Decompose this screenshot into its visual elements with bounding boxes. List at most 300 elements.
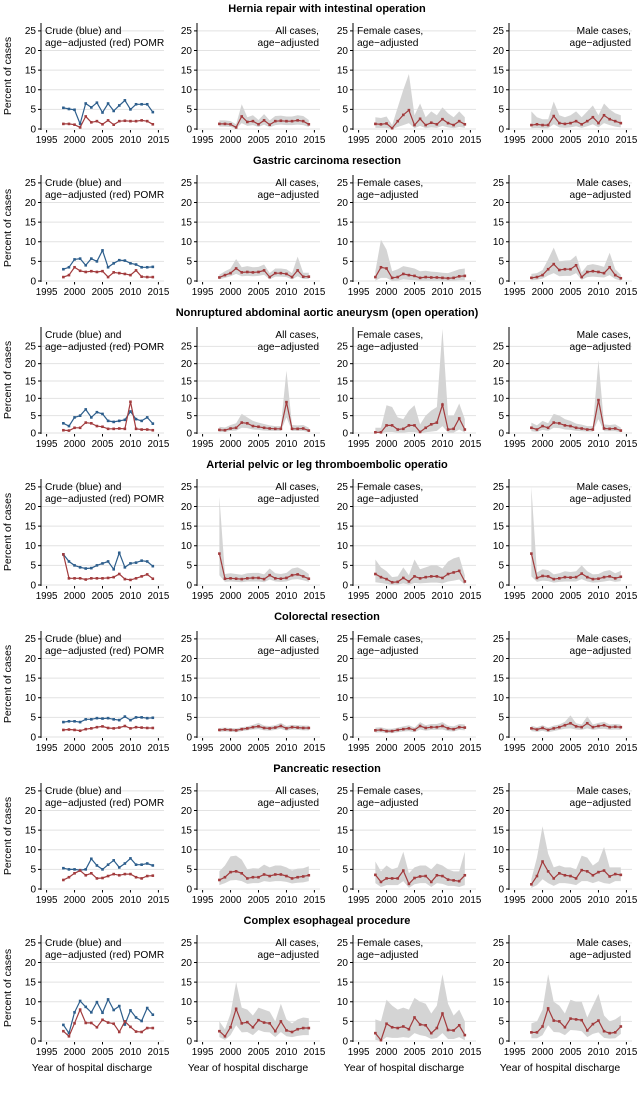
pomr-line-adjusted-marker xyxy=(68,876,71,879)
pomr-line-adjusted xyxy=(63,267,152,277)
pomr-line-adjusted-marker xyxy=(458,1024,461,1027)
pomr-line-adjusted-marker xyxy=(268,123,271,126)
pomr-line-adjusted-marker xyxy=(274,428,277,431)
pomr-line-adjusted-marker xyxy=(252,1026,255,1029)
pomr-line-crude-marker xyxy=(135,1016,138,1019)
y-tick-label: 20 xyxy=(336,358,348,370)
x-tick-label: 2000 xyxy=(375,591,398,602)
pomr-line-adjusted-marker xyxy=(252,120,255,123)
pomr-line-adjusted-marker xyxy=(308,123,311,126)
pomr-line-adjusted-marker xyxy=(257,577,260,580)
pomr-line-adjusted-marker xyxy=(257,725,260,728)
pomr-line-adjusted-marker xyxy=(620,277,623,280)
confidence-band xyxy=(375,240,464,281)
x-tick-label: 2005 xyxy=(247,135,270,146)
pomr-line-adjusted-marker xyxy=(396,276,399,279)
x-tick-label: 2005 xyxy=(403,743,426,754)
chart-row-6 xyxy=(0,762,640,914)
panel-label: Male cases, xyxy=(576,330,631,341)
pomr-line-adjusted-marker xyxy=(569,875,572,878)
pomr-line-adjusted-marker xyxy=(597,122,600,125)
y-tick-label: 25 xyxy=(180,786,192,798)
pomr-line-adjusted-marker xyxy=(592,578,595,581)
pomr-line-adjusted-marker xyxy=(90,270,93,273)
x-tick-label: 1995 xyxy=(347,591,370,602)
y-tick-label: 20 xyxy=(492,501,504,513)
y-tick-label: 0 xyxy=(186,884,192,896)
chart-panel-col3 xyxy=(326,627,482,757)
pomr-line-adjusted-marker xyxy=(140,119,143,122)
pomr-line-adjusted-marker xyxy=(68,1035,71,1038)
y-tick-label: 15 xyxy=(492,825,504,837)
pomr-line-adjusted-marker xyxy=(385,122,388,125)
y-tick-label: 15 xyxy=(492,376,504,388)
pomr-line-crude-marker xyxy=(62,268,65,271)
pomr-line-adjusted-marker xyxy=(285,273,288,276)
pomr-line-adjusted-marker xyxy=(608,726,611,729)
x-tick-label: 2000 xyxy=(375,135,398,146)
pomr-line-crude-marker xyxy=(152,422,155,425)
pomr-line-adjusted-marker xyxy=(391,581,394,584)
pomr-line-adjusted-marker xyxy=(603,576,606,579)
y-tick-label: 20 xyxy=(492,45,504,57)
pomr-line-adjusted-marker xyxy=(592,874,595,877)
pomr-line-adjusted-marker xyxy=(101,877,104,880)
pomr-line-adjusted-marker xyxy=(424,124,427,127)
panel-label: Female cases, xyxy=(357,330,424,341)
pomr-line-adjusted-marker xyxy=(436,874,439,877)
pomr-line-adjusted-marker xyxy=(263,873,266,876)
y-tick-label: 25 xyxy=(336,341,348,353)
pomr-line-adjusted-marker xyxy=(441,403,444,406)
x-tick-label: 2000 xyxy=(63,743,86,754)
pomr-line-adjusted-marker xyxy=(603,272,606,275)
pomr-line-crude-marker xyxy=(129,1009,132,1012)
pomr-line-adjusted-marker xyxy=(308,727,311,730)
pomr-line-adjusted-marker xyxy=(291,877,294,880)
panel-label: Male cases, xyxy=(576,482,631,493)
pomr-line-adjusted-marker xyxy=(96,1026,99,1029)
pomr-line-adjusted-marker xyxy=(152,727,155,730)
pomr-line-crude-marker xyxy=(101,868,104,871)
pomr-line-crude-marker xyxy=(140,420,143,423)
pomr-line-adjusted-marker xyxy=(396,120,399,123)
pomr-line-adjusted-marker xyxy=(79,126,82,129)
pomr-line-adjusted-marker xyxy=(101,123,104,126)
pomr-line-adjusted-marker xyxy=(564,268,567,271)
pomr-line-crude-marker xyxy=(84,1006,87,1009)
pomr-line-crude-marker xyxy=(112,718,115,721)
y-tick-label: 15 xyxy=(492,217,504,229)
pomr-line-adjusted-marker xyxy=(552,115,555,118)
pomr-line-adjusted-marker xyxy=(235,1008,238,1011)
y-tick-label: 0 xyxy=(186,580,192,592)
chart-panel-col4 xyxy=(482,627,638,757)
pomr-line-adjusted-marker xyxy=(302,727,305,730)
chart-row-3 xyxy=(0,306,640,458)
y-tick-label: 25 xyxy=(492,341,504,353)
pomr-line-adjusted-marker xyxy=(90,872,93,875)
pomr-line-adjusted-marker xyxy=(152,276,155,279)
pomr-line-crude-marker xyxy=(146,103,149,106)
pomr-line-crude-marker xyxy=(152,716,155,719)
pomr-line-adjusted-marker xyxy=(268,276,271,279)
y-tick-label: 25 xyxy=(180,482,192,494)
confidence-band xyxy=(219,982,308,1040)
panel-label: age−adjusted xyxy=(257,494,319,505)
chart-row-2 xyxy=(0,154,640,306)
pomr-line-adjusted-marker xyxy=(107,875,110,878)
panel-label: age−adjusted xyxy=(569,646,631,657)
pomr-line-adjusted-marker xyxy=(140,575,143,578)
y-tick-label: 5 xyxy=(186,104,192,116)
x-tick-label: 1995 xyxy=(347,135,370,146)
pomr-line-adjusted-marker xyxy=(530,883,533,886)
pomr-line-adjusted-marker xyxy=(135,120,138,123)
x-tick-label: 1995 xyxy=(191,743,214,754)
pomr-line-crude-marker xyxy=(152,565,155,568)
pomr-line-adjusted-marker xyxy=(274,272,277,275)
panel-label: age−adjusted (red) POMR xyxy=(45,190,165,201)
x-tick-label: 2015 xyxy=(147,895,170,906)
pomr-line-adjusted-marker xyxy=(391,877,394,880)
pomr-line-adjusted-marker xyxy=(146,120,149,123)
panel-label: All cases, xyxy=(275,178,319,189)
x-tick-label: 2000 xyxy=(219,287,242,298)
y-tick-label: 0 xyxy=(30,1036,36,1048)
x-tick-label: 2010 xyxy=(275,1047,298,1058)
row-title: Gastric carcinoma resection xyxy=(253,155,401,167)
pomr-line-adjusted-marker xyxy=(374,874,377,877)
pomr-line-adjusted-marker xyxy=(614,427,617,430)
pomr-line-adjusted-marker xyxy=(140,877,143,880)
y-tick-label: 5 xyxy=(30,864,36,876)
pomr-line-adjusted-marker xyxy=(302,575,305,578)
pomr-line-adjusted-marker xyxy=(73,1022,76,1025)
pomr-line-adjusted-marker xyxy=(441,277,444,280)
y-tick-label: 20 xyxy=(336,45,348,57)
pomr-line-adjusted-marker xyxy=(90,577,93,580)
pomr-line-adjusted-marker xyxy=(240,271,243,274)
panel-label: age−adjusted xyxy=(257,646,319,657)
pomr-line-adjusted-marker xyxy=(84,728,87,731)
pomr-line-crude-marker xyxy=(124,259,127,262)
pomr-line-adjusted-marker xyxy=(296,876,299,879)
x-tick-label: 1995 xyxy=(503,895,526,906)
panel-label: All cases, xyxy=(275,938,319,949)
panel-label: age−adjusted (red) POMR xyxy=(45,950,165,961)
pomr-line-adjusted-marker xyxy=(558,269,561,272)
pomr-line-adjusted-marker xyxy=(569,722,572,725)
pomr-line-adjusted-marker xyxy=(252,271,255,274)
y-tick-label: 0 xyxy=(498,1036,504,1048)
pomr-line-adjusted-marker xyxy=(302,275,305,278)
pomr-line-crude xyxy=(63,409,152,426)
x-tick-label: 2005 xyxy=(403,895,426,906)
pomr-line-adjusted-marker xyxy=(547,1007,550,1010)
pomr-line-adjusted-marker xyxy=(391,277,394,280)
pomr-line-crude-marker xyxy=(107,717,110,720)
pomr-line-adjusted-marker xyxy=(614,1031,617,1034)
pomr-line-adjusted-marker xyxy=(603,869,606,872)
x-tick-label: 2000 xyxy=(63,591,86,602)
pomr-line-adjusted-marker xyxy=(558,577,561,580)
pomr-line-adjusted-marker xyxy=(441,725,444,728)
pomr-line-crude-marker xyxy=(84,264,87,267)
x-tick-label: 2000 xyxy=(219,1047,242,1058)
pomr-line-adjusted-marker xyxy=(458,120,461,123)
pomr-line-crude-marker xyxy=(124,862,127,865)
y-tick-label: 5 xyxy=(342,410,348,422)
y-tick-label: 25 xyxy=(336,26,348,38)
chart-panel-col1 xyxy=(14,171,170,301)
pomr-line-adjusted-marker xyxy=(129,1026,132,1029)
x-tick-label: 1995 xyxy=(191,1047,214,1058)
row-title: Nonruptured abdominal aortic aneurysm (open operation) xyxy=(175,307,479,319)
y-tick-label: 5 xyxy=(498,712,504,724)
pomr-line-adjusted-marker xyxy=(408,424,411,427)
x-tick-label: 2010 xyxy=(587,439,610,450)
pomr-line-crude-marker xyxy=(101,413,104,416)
pomr-line-adjusted-marker xyxy=(620,874,623,877)
y-tick-label: 20 xyxy=(180,45,192,57)
pomr-line-adjusted-marker xyxy=(458,880,461,883)
pomr-line-adjusted-marker xyxy=(447,878,450,881)
pomr-line-adjusted-marker xyxy=(291,428,294,431)
pomr-line-adjusted-marker xyxy=(430,1032,433,1035)
pomr-line-crude-marker xyxy=(135,561,138,564)
y-tick-label: 5 xyxy=(186,712,192,724)
pomr-line-adjusted-marker xyxy=(129,120,132,123)
pomr-line-crude-marker xyxy=(62,422,65,425)
pomr-line-adjusted-marker xyxy=(592,1023,595,1026)
x-tick-label: 2015 xyxy=(303,287,326,298)
pomr-line-adjusted-marker xyxy=(135,428,138,431)
pomr-line-adjusted-marker xyxy=(224,274,227,277)
y-tick-label: 20 xyxy=(336,197,348,209)
x-tick-label: 2005 xyxy=(403,439,426,450)
pomr-line-adjusted-marker xyxy=(107,577,110,580)
y-tick-label: 25 xyxy=(24,178,36,190)
y-axis-title: Percent of cases xyxy=(2,492,14,572)
pomr-line-adjusted-marker xyxy=(396,581,399,584)
x-tick-label: 2000 xyxy=(219,591,242,602)
pomr-line-adjusted-marker xyxy=(257,1019,260,1022)
pomr-line-crude-marker xyxy=(146,266,149,269)
y-tick-label: 10 xyxy=(336,997,348,1009)
pomr-line-crude-marker xyxy=(112,568,115,571)
pomr-line-crude-marker xyxy=(140,863,143,866)
x-tick-label: 2000 xyxy=(375,895,398,906)
x-tick-label: 2005 xyxy=(403,1047,426,1058)
panel-label: Crude (blue) and xyxy=(45,634,122,645)
row-title: Arterial pelvic or leg thromboembolic operatio xyxy=(206,459,448,471)
panel-label: Crude (blue) and xyxy=(45,178,122,189)
pomr-line-adjusted-marker xyxy=(586,120,589,123)
y-tick-label: 0 xyxy=(30,732,36,744)
y-tick-label: 20 xyxy=(24,45,36,57)
pomr-line-adjusted-marker xyxy=(285,577,288,580)
pomr-line-adjusted-marker xyxy=(558,872,561,875)
pomr-line-crude-marker xyxy=(90,718,93,721)
pomr-line-adjusted-marker xyxy=(107,119,110,122)
pomr-line-adjusted-marker xyxy=(452,1029,455,1032)
pomr-line-adjusted-marker xyxy=(580,726,583,729)
pomr-line-adjusted-marker xyxy=(302,1027,305,1030)
x-tick-label: 2000 xyxy=(219,895,242,906)
pomr-line-crude-marker xyxy=(107,998,110,1001)
pomr-line-adjusted-marker xyxy=(268,427,271,430)
row-title: Pancreatic resection xyxy=(273,763,381,775)
pomr-line-crude-marker xyxy=(68,108,71,111)
x-tick-label: 1995 xyxy=(503,1047,526,1058)
pomr-line-crude-marker xyxy=(135,716,138,719)
pomr-line-adjusted-marker xyxy=(458,726,461,729)
pomr-line-adjusted-marker xyxy=(402,869,405,872)
y-tick-label: 20 xyxy=(180,805,192,817)
pomr-line-adjusted-marker xyxy=(541,425,544,428)
pomr-line-adjusted-marker xyxy=(558,422,561,425)
x-tick-label: 1995 xyxy=(35,591,58,602)
x-tick-label: 2010 xyxy=(119,1047,142,1058)
pomr-line-adjusted-marker xyxy=(285,875,288,878)
x-tick-label: 2000 xyxy=(375,743,398,754)
x-tick-label: 2015 xyxy=(303,1047,326,1058)
y-tick-label: 20 xyxy=(180,197,192,209)
pomr-line-adjusted xyxy=(63,116,152,127)
y-tick-label: 5 xyxy=(186,864,192,876)
pomr-line-adjusted-marker xyxy=(592,116,595,119)
y-tick-label: 25 xyxy=(24,341,36,353)
y-tick-label: 5 xyxy=(498,104,504,116)
pomr-line-adjusted-marker xyxy=(73,266,76,269)
pomr-line-adjusted-marker xyxy=(547,124,550,127)
pomr-line-crude-marker xyxy=(101,1011,104,1014)
row-title: Hernia repair with intestinal operation xyxy=(228,3,426,15)
panel-label: All cases, xyxy=(275,634,319,645)
pomr-line-adjusted-marker xyxy=(424,427,427,430)
chart-panel-col1 xyxy=(14,19,170,149)
pomr-line-crude-marker xyxy=(124,715,127,718)
y-tick-label: 10 xyxy=(180,693,192,705)
pomr-line-adjusted-marker xyxy=(385,1022,388,1025)
panel-label: age−adjusted xyxy=(357,798,419,809)
confidence-band xyxy=(375,74,464,129)
panel-label: Crude (blue) and xyxy=(45,330,122,341)
pomr-line-adjusted-marker xyxy=(124,273,127,276)
pomr-line-crude-marker xyxy=(68,425,71,428)
panel-label: age−adjusted xyxy=(357,494,419,505)
pomr-line-adjusted-marker xyxy=(396,729,399,732)
pomr-line-adjusted-marker xyxy=(84,271,87,274)
pomr-line-adjusted-marker xyxy=(140,1031,143,1034)
x-tick-label: 2010 xyxy=(431,1047,454,1058)
y-tick-label: 5 xyxy=(30,104,36,116)
pomr-line-adjusted-marker xyxy=(218,729,221,732)
pomr-line-adjusted-marker xyxy=(413,275,416,278)
y-tick-label: 15 xyxy=(180,65,192,77)
y-tick-label: 5 xyxy=(342,104,348,116)
pomr-line-adjusted-marker xyxy=(229,123,232,126)
pomr-line-adjusted-marker xyxy=(296,269,299,272)
y-tick-label: 25 xyxy=(492,634,504,646)
y-tick-label: 15 xyxy=(492,673,504,685)
pomr-line-adjusted-marker xyxy=(235,126,238,129)
y-tick-label: 20 xyxy=(180,358,192,370)
pomr-line-adjusted-marker xyxy=(413,575,416,578)
chart-row-4 xyxy=(0,458,640,610)
x-tick-label: 2015 xyxy=(615,287,638,298)
pomr-line-crude-marker xyxy=(146,717,149,720)
pomr-line-adjusted-marker xyxy=(302,120,305,123)
pomr-line-adjusted-marker xyxy=(552,421,555,424)
x-tick-label: 1995 xyxy=(347,895,370,906)
pomr-line-adjusted-marker xyxy=(558,1020,561,1023)
pomr-line-crude-marker xyxy=(84,718,87,721)
pomr-line-crude-marker xyxy=(101,717,104,720)
pomr-line-adjusted-marker xyxy=(68,728,71,731)
x-tick-label: 2000 xyxy=(219,439,242,450)
pomr-line-adjusted-marker xyxy=(246,577,249,580)
pomr-line-adjusted-marker xyxy=(96,577,99,580)
x-tick-label: 1995 xyxy=(347,1047,370,1058)
y-tick-label: 0 xyxy=(342,884,348,896)
x-tick-label: 1995 xyxy=(347,743,370,754)
row-title: Complex esophageal procedure xyxy=(243,915,411,927)
y-tick-label: 15 xyxy=(24,376,36,388)
pomr-line-crude-marker xyxy=(107,420,110,423)
x-tick-label: 2000 xyxy=(531,1047,554,1058)
pomr-line-adjusted-marker xyxy=(408,109,411,112)
pomr-line-adjusted-marker xyxy=(564,576,567,579)
y-tick-label: 5 xyxy=(342,256,348,268)
pomr-line-adjusted-marker xyxy=(552,578,555,581)
pomr-line-crude-marker xyxy=(68,720,71,723)
pomr-line-adjusted-marker xyxy=(530,727,533,730)
x-tick-label: 2005 xyxy=(559,439,582,450)
pomr-line-adjusted-marker xyxy=(441,875,444,878)
x-tick-label: 2010 xyxy=(431,591,454,602)
x-tick-label: 1995 xyxy=(191,439,214,450)
pomr-line-adjusted-marker xyxy=(302,427,305,430)
y-tick-label: 25 xyxy=(492,26,504,38)
pomr-line-adjusted-marker xyxy=(152,577,155,580)
pomr-line-adjusted-marker xyxy=(592,428,595,431)
y-tick-label: 10 xyxy=(492,85,504,97)
pomr-line-adjusted-marker xyxy=(620,1025,623,1028)
panel-label: age−adjusted xyxy=(569,798,631,809)
pomr-line-adjusted-marker xyxy=(112,271,115,274)
pomr-line-adjusted-marker xyxy=(285,1029,288,1032)
x-tick-label: 1995 xyxy=(503,591,526,602)
pomr-line-adjusted-marker xyxy=(79,427,82,430)
x-tick-label: 1995 xyxy=(35,287,58,298)
pomr-line-adjusted-marker xyxy=(135,1030,138,1033)
x-axis-title: Year of hospital discharge xyxy=(499,1062,621,1074)
pomr-line-adjusted-marker xyxy=(118,1031,121,1034)
panel-label: Crude (blue) and xyxy=(45,786,122,797)
pomr-line-crude-marker xyxy=(107,863,110,866)
x-tick-label: 1995 xyxy=(347,287,370,298)
pomr-line-adjusted-marker xyxy=(246,121,249,124)
pomr-line-adjusted-marker xyxy=(620,429,623,432)
pomr-line-adjusted-marker xyxy=(447,727,450,730)
x-axis-titles xyxy=(0,1062,640,1074)
confidence-band xyxy=(531,974,620,1038)
pomr-line-adjusted-marker xyxy=(575,877,578,880)
pomr-line-adjusted-marker xyxy=(246,1021,249,1024)
x-tick-label: 2005 xyxy=(91,743,114,754)
